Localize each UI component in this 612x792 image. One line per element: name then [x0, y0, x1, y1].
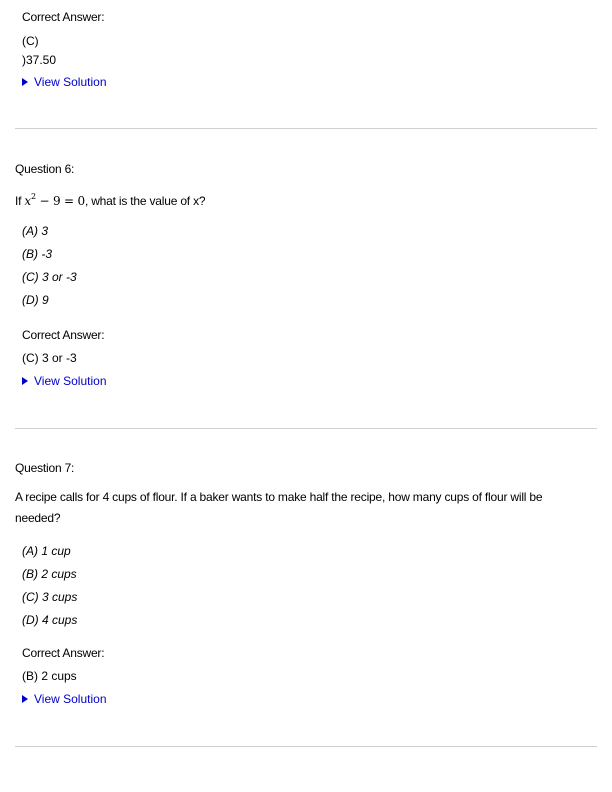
question-6-prompt-end: , what is the value of x?	[84, 194, 206, 208]
correct-answer-value: (C)	[22, 34, 39, 48]
view-solution-label: View Solution	[34, 692, 107, 706]
question-6-prompt	[15, 193, 205, 208]
correct-answer-value: (C) 3 or -3	[22, 351, 77, 365]
view-solution-label: View Solution	[34, 374, 107, 388]
question-6-prompt-start: If	[15, 194, 22, 208]
triangle-right-icon	[22, 78, 28, 86]
correct-answer-label: Correct Answer:	[22, 328, 105, 342]
correct-answer-label: Correct Answer:	[22, 10, 105, 24]
triangle-right-icon	[22, 377, 28, 385]
equation-rest: − 9 = 0	[35, 194, 85, 208]
section-divider	[15, 428, 597, 429]
equation-exponent: 2	[31, 192, 36, 201]
question-7-option-b: (B) 2 cups	[22, 567, 77, 581]
question-6-heading: Question 6:	[15, 162, 75, 176]
section-divider	[15, 746, 597, 747]
view-solution-toggle[interactable]	[22, 374, 107, 388]
question-7-option-d: (D) 4 cups	[22, 613, 78, 627]
view-solution-label: View Solution	[34, 75, 107, 89]
section-divider	[15, 128, 597, 129]
question-7-heading: Question 7:	[15, 461, 75, 475]
question-6-option-c: (C) 3 or -3	[22, 270, 77, 284]
view-solution-toggle[interactable]	[22, 75, 107, 89]
question-6-option-b: (B) -3	[22, 247, 52, 261]
question-7-option-c: (C) 3 cups	[22, 590, 78, 604]
question-7-prompt: A recipe calls for 4 cups of flour. If a baker wants to make half the recipe, how many cups of flour will be needed?	[15, 490, 543, 525]
question-6-option-a: (A) 3	[22, 224, 49, 238]
triangle-right-icon	[22, 695, 28, 703]
question-6-option-d: (D) 9	[22, 293, 49, 307]
correct-answer-value-continued: )37.50	[22, 53, 57, 67]
view-solution-toggle[interactable]	[22, 692, 107, 706]
correct-answer-label: Correct Answer:	[22, 646, 105, 660]
question-7-option-a: (A) 1 cup	[22, 544, 71, 558]
correct-answer-value: (B) 2 cups	[22, 669, 77, 683]
equation-variable: x	[24, 194, 31, 208]
